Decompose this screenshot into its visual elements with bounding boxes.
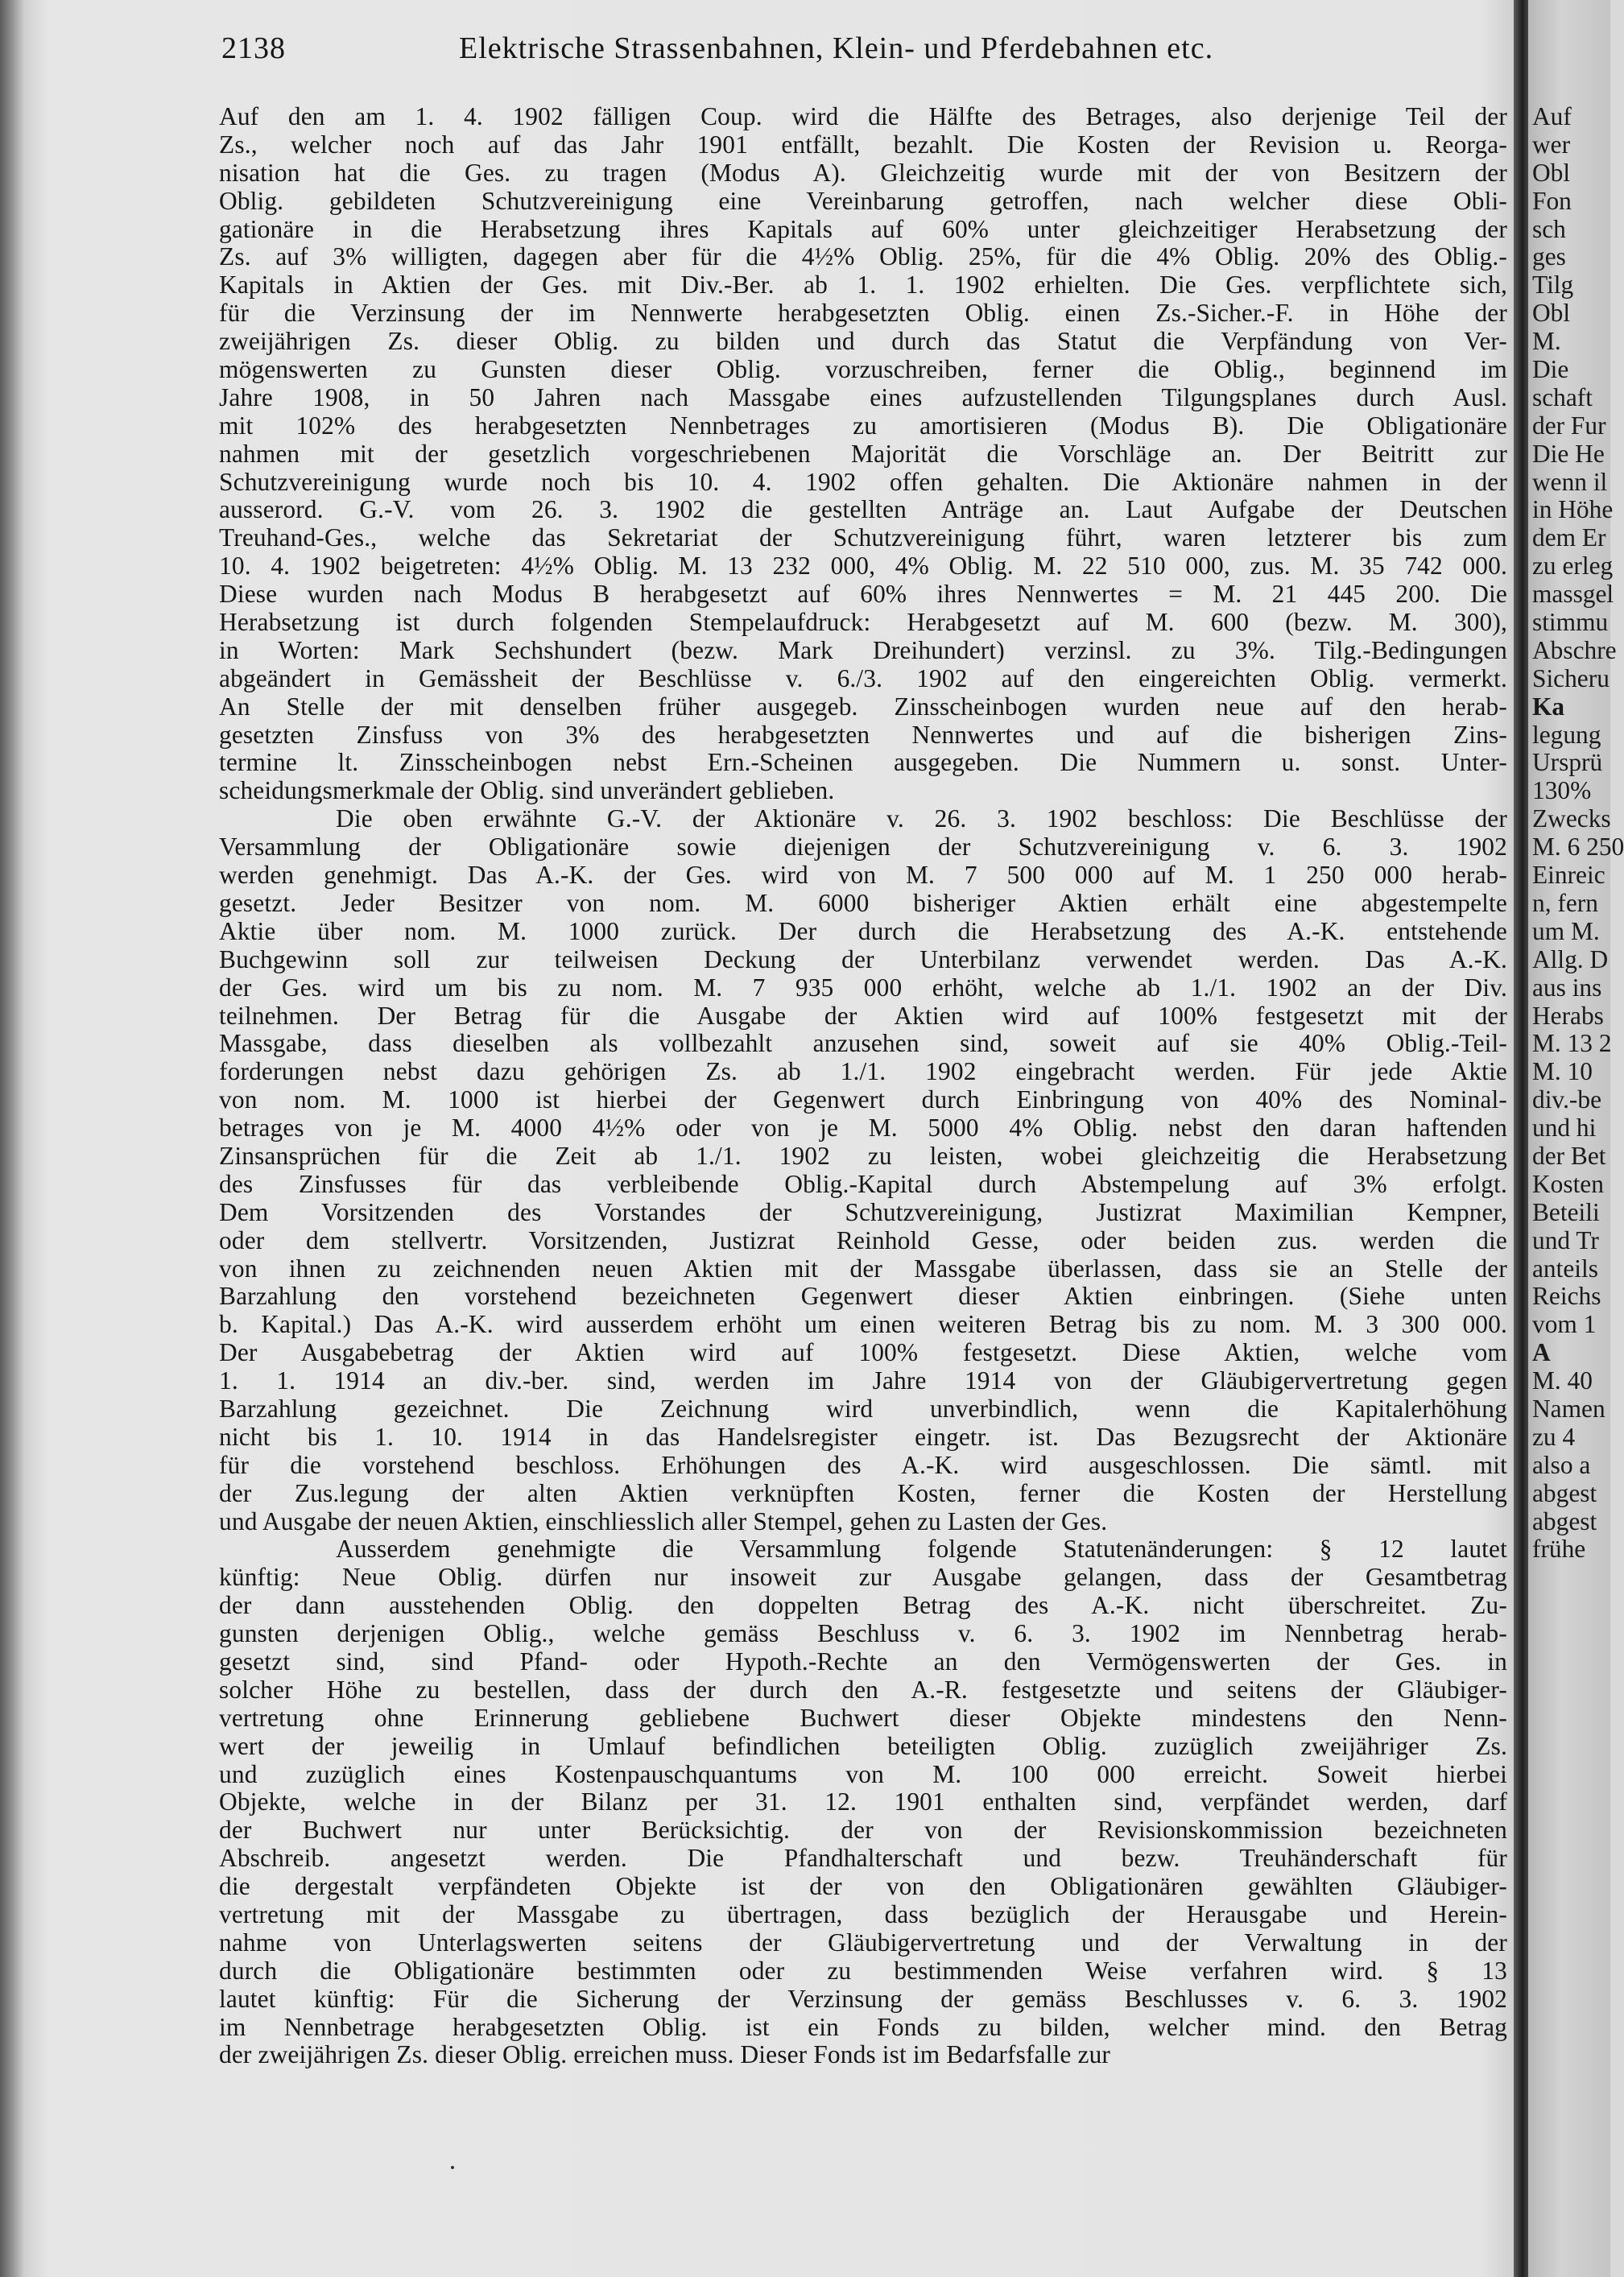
text-line: der Zus.legung der alten Aktien verknüpften Kosten, ferner die Kosten der Herstellung xyxy=(219,1478,1507,1507)
text-line: Objekte, welche in der Bilanz per 31. 12. 1901 enthalten sind, verpfändet werden, darf xyxy=(219,1787,1507,1816)
facing-page-fragment: Ka xyxy=(1532,692,1565,721)
text-line: mit 102% des herabgesetzten Nennbetrages zu amortisieren (Modus B). Die Obligationäre xyxy=(219,411,1507,440)
text-line: künftig: Neue Oblig. dürfen nur insoweit zur Ausgabe gelangen, dass der Gesamtbetrag xyxy=(219,1563,1507,1592)
facing-page-fragment: Obl xyxy=(1532,158,1571,187)
text-line: An Stelle der mit denselben früher ausgegeb. Zinsscheinbogen wurden neue auf den herab- xyxy=(219,692,1507,721)
text-line: und Ausgabe der neuen Aktien, einschliesslich aller Stempel, gehen zu Lasten der Ges. xyxy=(219,1506,1108,1535)
text-line: Der Ausgabebetrag der Aktien wird auf 100% festgesetzt. Diese Aktien, welche vom xyxy=(219,1338,1507,1367)
facing-page-fragment: der Fur xyxy=(1532,411,1606,440)
text-line: Schutzvereinigung wurde noch bis 10. 4. 1902 offen gehalten. Die Aktionäre nahmen in der xyxy=(219,467,1507,496)
text-line: Treuhand-Ges., welche das Sekretariat der Schutzvereinigung führt, waren letzterer bis zum xyxy=(219,523,1507,552)
facing-page-fragment: Herabs xyxy=(1532,1001,1604,1030)
text-line: vertretung mit der Massgabe zu übertragen, dass bezüglich der Herausgabe und Herein- xyxy=(219,1900,1507,1928)
facing-page-fragment: wer xyxy=(1532,130,1571,159)
facing-page-fragment: sch xyxy=(1532,214,1566,243)
facing-page-fragment: und hi xyxy=(1532,1114,1597,1143)
text-line: 1. 1. 1914 an div.-ber. sind, werden im Jahre 1914 von der Gläubigervertretung gegen xyxy=(219,1366,1507,1395)
book-spine xyxy=(1514,0,1528,2277)
text-line: Barzahlung den vorstehend bezeichneten Gegenwert dieser Aktien einbringen. (Siehe unten xyxy=(219,1282,1507,1311)
text-line: im Nennbetrage herabgesetzten Oblig. ist ein Fonds zu bilden, welcher mind. den Betrag xyxy=(219,2012,1507,2041)
text-line: der Ges. wird um bis zu nom. M. 7 935 000 erhöht, welche ab 1./1. 1902 an der Div. xyxy=(219,973,1507,1002)
text-line: durch die Obligationäre bestimmten oder zu bestimmenden Weise verfahren wird. § 13 xyxy=(219,1956,1507,1985)
facing-page-fragment: Die He xyxy=(1532,439,1605,468)
text-line: Zs., welcher noch auf das Jahr 1901 entfällt, bezahlt. Die Kosten der Revision u. Reorga- xyxy=(219,130,1507,159)
facing-page-fragment: Obl xyxy=(1532,299,1571,328)
facing-page-fragment: Ursprü xyxy=(1532,748,1603,777)
facing-page-fragment: M. 13 2 xyxy=(1532,1029,1612,1058)
text-line: Versammlung der Obligationäre sowie diejenigen der Schutzvereinigung v. 6. 3. 1902 xyxy=(219,833,1507,862)
page-header xyxy=(221,31,1292,72)
text-line: teilnehmen. Der Betrag für die Ausgabe der Aktien wird auf 100% festgesetzt mit der xyxy=(219,1001,1507,1030)
text-line: Dem Vorsitzenden des Vorstandes der Schutzvereinigung, Justizrat Maximilian Kempner, xyxy=(219,1197,1507,1226)
facing-page-fragment: Allg. D xyxy=(1532,944,1609,973)
facing-page-fragment: Kosten xyxy=(1532,1169,1604,1198)
text-line: Auf den am 1. 4. 1902 fälligen Coup. wird die Hälfte des Betrages, also derjenige Teil der xyxy=(219,102,1507,130)
text-line: für die vorstehend beschloss. Erhöhungen des A.-K. wird ausgeschlossen. Die sämtl. mit xyxy=(219,1450,1507,1479)
text-line: Jahre 1908, in 50 Jahren nach Massgabe eines aufzustellenden Tilgungsplanes durch Ausl. xyxy=(219,382,1507,411)
paragraph xyxy=(219,805,1507,1535)
text-line: Buchgewinn soll zur teilweisen Deckung der Unterbilanz verwendet werden. Das A.-K. xyxy=(219,944,1507,973)
text-line: ausserord. G.-V. vom 26. 3. 1902 die gestellten Anträge an. Laut Aufgabe der Deutschen xyxy=(219,495,1507,524)
facing-page-fragment: vom 1 xyxy=(1532,1310,1597,1339)
text-line: für die Verzinsung der im Nennwerte herabgesetzten Oblig. einen Zs.-Sicher.-F. in Höhe der xyxy=(219,299,1507,328)
text-line: Die oben erwähnte G.-V. der Aktionäre v. 26. 3. 1902 beschloss: Die Beschlüsse der xyxy=(336,804,1507,833)
text-line: Diese wurden nach Modus B herabgesetzt auf 60% ihres Nennwertes = M. 21 445 200. Die xyxy=(219,580,1507,609)
facing-page-fragment: aus ins xyxy=(1532,973,1602,1002)
facing-page-fragment: stimmu xyxy=(1532,608,1609,637)
text-line: Herabsetzung ist durch folgenden Stempelaufdruck: Herabgesetzt auf M. 600 (bezw. M. 300), xyxy=(219,608,1507,637)
text-line: werden genehmigt. Das A.-K. der Ges. wird von M. 7 500 000 auf M. 1 250 000 herab- xyxy=(219,861,1507,890)
facing-page-fragment: Einreic xyxy=(1532,861,1605,890)
text-line: von ihnen zu zeichnenden neuen Aktien mit der Massgabe überlassen, dass sie an Stelle der xyxy=(219,1254,1507,1283)
facing-page-fragment: dem Er xyxy=(1532,523,1606,552)
text-line: forderungen nebst dazu gehörigen Zs. ab 1./1. 1902 eingebracht werden. Für jede Aktie xyxy=(219,1057,1507,1086)
facing-page-fragment: frühe xyxy=(1532,1535,1586,1564)
paragraph xyxy=(219,1535,1507,2069)
facing-page-fragment: anteils xyxy=(1532,1254,1598,1283)
facing-page-fragment: A xyxy=(1532,1338,1551,1367)
text-line: termine lt. Zinsscheinbogen nebst Ern.-Scheinen ausgegeben. Die Nummern u. sonst. Unter- xyxy=(219,748,1507,777)
facing-page-fragment: der Bet xyxy=(1532,1141,1606,1170)
facing-page-fragment: Abschre xyxy=(1532,635,1617,664)
page-number: 2138 xyxy=(221,31,286,65)
text-line: gationäre in die Herabsetzung ihres Kapitals auf 60% unter gleichzeitiger Herabsetzung der xyxy=(219,214,1507,243)
text-line: wert der jeweilig in Umlauf befindlichen beteiligten Oblig. zuzüglich zweijähriger Zs. xyxy=(219,1731,1507,1760)
text-line: und zuzüglich eines Kostenpauschquantums von M. 100 000 erreicht. Soweit hierbei xyxy=(219,1759,1507,1788)
text-line: die dergestalt verpfändeten Objekte ist der von den Obligationären gewählten Gläubiger- xyxy=(219,1872,1507,1901)
facing-page-fragment: Namen xyxy=(1532,1394,1605,1423)
text-line: des Zinsfusses für das verbleibende Oblig.-Kapital durch Abstempelung auf 3% erfolgt. xyxy=(219,1169,1507,1198)
text-line: mögenswerten zu Gunsten dieser Oblig. vorzuschreiben, ferner die Oblig., beginnend im xyxy=(219,355,1507,384)
facing-page-fragment: Reichs xyxy=(1532,1282,1601,1311)
text-line: Abschreib. angesetzt werden. Die Pfandhalterschaft und bezw. Treuhänderschaft für xyxy=(219,1844,1507,1873)
text-line: der Buchwert nur unter Berücksichtig. der von der Revisionskommission bezeichneten xyxy=(219,1816,1507,1845)
facing-page-text xyxy=(1532,102,1624,1564)
facing-page-fragment: n, fern xyxy=(1532,888,1598,917)
facing-page-fragment: wenn il xyxy=(1532,467,1608,496)
facing-page-fragment: Die xyxy=(1532,355,1569,384)
text-line: vertretung ohne Erinnerung gebliebene Buchwert dieser Objekte mindestens den Nenn- xyxy=(219,1703,1507,1732)
facing-page-fragment: M. 6 250 xyxy=(1532,833,1624,862)
facing-page-fragment: Sicheru xyxy=(1532,663,1610,692)
facing-page-fragment: div.-be xyxy=(1532,1085,1602,1114)
text-line: 10. 4. 1902 beigetreten: 4½% Oblig. M. 13 232 000, 4% Oblig. M. 22 510 000, zus. M. 35 742 000. xyxy=(219,552,1507,581)
text-line: Barzahlung gezeichnet. Die Zeichnung wird unverbindlich, wenn die Kapitalerhöhung xyxy=(219,1394,1507,1423)
text-line: betrages von je M. 4000 4½% oder von je M. 5000 4% Oblig. nebst den daran haftenden xyxy=(219,1114,1507,1143)
facing-page-fragment: und Tr xyxy=(1532,1225,1599,1254)
facing-page-fragment: also a xyxy=(1532,1450,1591,1479)
facing-page-fragment: abgest xyxy=(1532,1478,1597,1507)
text-line: gunsten derjenigen Oblig., welche gemäss Beschluss v. 6. 3. 1902 im Nennbetrag herab- xyxy=(219,1619,1507,1648)
text-line: Zinsansprüchen für die Zeit ab 1./1. 1902 zu leisten, wobei gleichzeitig die Herabsetzung xyxy=(219,1141,1507,1170)
facing-page-fragment: in Höhe xyxy=(1532,495,1614,524)
text-line: Zs. auf 3% willigten, dagegen aber für die 4½% Oblig. 25%, für die 4% Oblig. 20% des Oblig.- xyxy=(219,242,1507,271)
body-text xyxy=(219,103,1507,2069)
paragraph xyxy=(219,103,1507,805)
text-line: Ausserdem genehmigte die Versammlung folgende Statutenänderungen: § 12 lautet xyxy=(336,1535,1507,1564)
running-title: Elektrische Strassenbahnen, Klein- und Pferdebahnen etc. xyxy=(459,31,1214,65)
text-line: Kapitals in Aktien der Ges. mit Div.-Ber. ab 1. 1. 1902 erhielten. Die Ges. verpflichtete sich, xyxy=(219,271,1507,300)
text-line: nahme von Unterlagswerten seitens der Gläubigervertretung und der Verwaltung in der xyxy=(219,1928,1507,1957)
facing-page-fragment: M. 10 xyxy=(1532,1057,1593,1086)
text-line: gesetzt sind, sind Pfand- oder Hypoth.-Rechte an den Vermögenswerten der Ges. in xyxy=(219,1647,1507,1676)
text-line: abgeändert in Gemässheit der Beschlüsse v. 6./3. 1902 auf den eingereichten Oblig. vermerkt. xyxy=(219,663,1507,692)
text-line: der dann ausstehenden Oblig. den doppelten Betrag des A.-K. nicht überschreitet. Zu- xyxy=(219,1591,1507,1620)
text-line: zweijährigen Zs. dieser Oblig. zu bilden und durch das Statut die Verpfändung von Ver- xyxy=(219,327,1507,356)
text-line: nisation hat die Ges. zu tragen (Modus A). Gleichzeitig wurde mit der von Besitzern der xyxy=(219,158,1507,187)
text-line: gesetzt. Jeder Besitzer von nom. M. 6000 bisheriger Aktien erhält eine abgestempelte xyxy=(219,888,1507,917)
facing-page-fragment: Fon xyxy=(1532,186,1572,215)
text-line: Aktie über nom. M. 1000 zurück. Der durch die Herabsetzung des A.-K. entstehende xyxy=(219,916,1507,945)
facing-page-fragment: abgest xyxy=(1532,1506,1597,1535)
facing-page-fragment: schaft xyxy=(1532,382,1593,411)
facing-page-fragment: 130% xyxy=(1532,776,1592,805)
facing-page-fragment: Auf xyxy=(1532,102,1572,130)
text-line: Massgabe, dass dieselben als vollbezahlt anzusehen sind, soweit auf sie 40% Oblig.-Teil- xyxy=(219,1029,1507,1058)
text-line: Oblig. gebildeten Schutzvereinigung eine Vereinbarung getroffen, nach welcher diese Obli- xyxy=(219,186,1507,215)
text-line: gesetzten Zinsfuss von 3% des herabgesetzten Nennwertes und auf die bisherigen Zins- xyxy=(219,720,1507,749)
text-line: lautet künftig: Für die Sicherung der Verzinsung der gemäss Beschlusses v. 6. 3. 1902 xyxy=(219,1984,1507,2013)
facing-page-fragment: M. xyxy=(1532,327,1561,356)
facing-page-fragment: Tilg xyxy=(1532,271,1574,300)
print-speck xyxy=(451,2166,454,2169)
facing-page-fragment: zu 4 xyxy=(1532,1422,1576,1451)
paragraph-container xyxy=(219,103,1507,2069)
facing-page-fragment: massgel xyxy=(1532,580,1614,609)
facing-page-fragment: legung xyxy=(1532,720,1601,749)
facing-page-fragment: ges xyxy=(1532,242,1566,271)
facing-page-fragment: Beteili xyxy=(1532,1197,1600,1226)
text-line: nahmen mit der gesetzlich vorgeschriebenen Majorität die Vorschläge an. Der Beitritt zur xyxy=(219,439,1507,468)
text-line: oder dem stellvertr. Vorsitzenden, Justizrat Reinhold Gesse, oder beiden zus. werden die xyxy=(219,1225,1507,1254)
text-line: solcher Höhe zu bestellen, dass der durch den A.-R. festgesetzte und seitens der Gläubiger- xyxy=(219,1675,1507,1704)
text-line: nicht bis 1. 10. 1914 in das Handelsregister eingetr. ist. Das Bezugsrecht der Aktionäre xyxy=(219,1422,1507,1451)
facing-page-fragment: um M. xyxy=(1532,916,1600,945)
text-line: von nom. M. 1000 ist hierbei der Gegenwert durch Einbringung von 40% des Nominal- xyxy=(219,1085,1507,1114)
text-line: in Worten: Mark Sechshundert (bezw. Mark Dreihundert) verzinsl. zu 3%. Tilg.-Bedingungen xyxy=(219,635,1507,664)
text-line: der zweijährigen Zs. dieser Oblig. erreichen muss. Dieser Fonds ist im Bedarfsfalle zur xyxy=(219,2040,1111,2069)
text-line: b. Kapital.) Das A.-K. wird ausserdem erhöht um einen weiteren Betrag bis zu nom. M. 3 300 000. xyxy=(219,1310,1507,1339)
facing-page-fragment: Zwecks xyxy=(1532,804,1611,833)
facing-page-fragment: zu erleg xyxy=(1532,552,1614,581)
text-line: scheidungsmerkmale der Oblig. sind unverändert geblieben. xyxy=(219,776,835,805)
facing-page-fragment: M. 40 xyxy=(1532,1366,1593,1395)
